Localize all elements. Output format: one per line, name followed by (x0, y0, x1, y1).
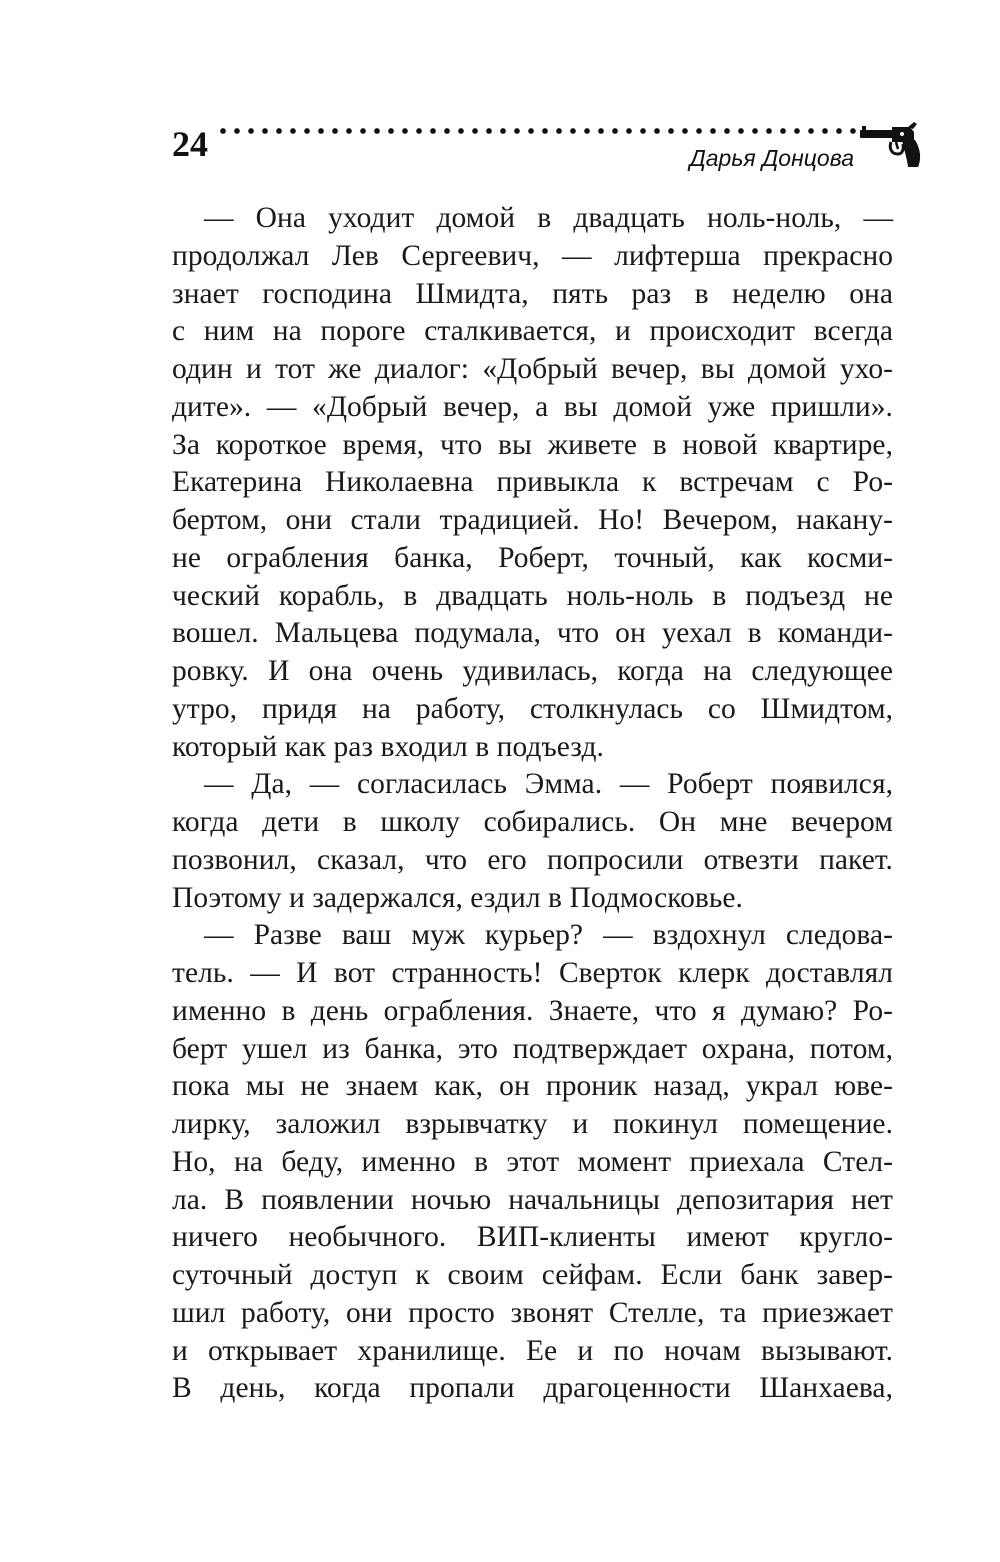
text-line: ровку. И она очень удивилась, когда на следующее (172, 655, 893, 687)
text-line: пока мы не знаем как, он проник назад, украл юве- (172, 1070, 893, 1103)
text-line: берт ушел из банка, это подтверждает охрана, потом, (172, 1032, 893, 1065)
dot-leader (216, 126, 856, 136)
page-number: 24 (172, 124, 208, 164)
body-text (172, 200, 893, 1408)
text-line: когда дети в школу собирались. Он мне вечером (172, 806, 893, 838)
text-line: который как раз входил в подъезд. (172, 730, 604, 763)
text-line: — Разве ваш муж курьер? — вздохнул следова- (204, 919, 893, 952)
text-line: не ограбления банка, Роберт, точный, как косми- (172, 541, 893, 574)
text-line: бертом, они стали традицией. Но! Вечером, накану- (172, 504, 893, 536)
text-line: тель. — И вот странность! Сверток клерк доставлял (172, 957, 893, 989)
text-line: Поэтому и задержался, ездил в Подмосковье. (172, 881, 743, 914)
text-line: — Да, — согласилась Эмма. — Роберт появился, (204, 768, 893, 801)
running-header (172, 118, 924, 198)
text-line: продолжал Лев Сергеевич, — лифтерша прекрасно (172, 239, 893, 272)
text-line: дите». — «Добрый вечер, а вы домой уже пришли». (172, 390, 893, 423)
text-line: знает господина Шмидта, пять раз в неделю она (172, 277, 893, 310)
text-line: суточный доступ к своим сейфам. Если банк завер- (172, 1259, 893, 1291)
text-line: вошел. Мальцева подумала, что он уехал в команди- (172, 617, 893, 650)
text-line: именно в день ограбления. Знаете, что я думаю? Ро- (172, 994, 893, 1027)
text-line: шил работу, они просто звонят Стелле, та приезжает (172, 1296, 893, 1329)
text-line: Екатерина Николаевна привыкла к встречам с Ро- (172, 466, 893, 499)
text-line: В день, когда пропали драгоценности Шанхаева, (172, 1372, 893, 1405)
text-line: позвонил, сказал, что его попросили отвезти пакет. (172, 843, 893, 876)
text-line: с ним на пороге сталкивается, и происходит всегда (172, 315, 893, 348)
text-line: ла. В появлении ночью начальницы депозитария нет (172, 1183, 893, 1216)
text-line: лирку, заложил взрывчатку и покинул помещение. (172, 1108, 893, 1140)
text-line: один и тот же диалог: «Добрый вечер, вы домой ухо- (172, 353, 893, 385)
revolver-icon (858, 118, 924, 170)
author-name: Дарья Донцова (689, 145, 854, 171)
text-line: — Она уходит домой в двадцать ноль-ноль, — (204, 202, 893, 234)
text-line: ничего необычного. ВИП-клиенты имеют кругло- (172, 1221, 893, 1254)
text-line: Но, на беду, именно в этот момент приехала Стел- (172, 1145, 893, 1178)
text-line: ческий корабль, в двадцать ноль-ноль в подъезд не (172, 579, 893, 612)
text-line: и открывает хранилище. Ее и по ночам вызывают. (172, 1334, 893, 1367)
text-line: утро, придя на работу, столкнулась со Шмидтом, (172, 692, 893, 725)
text-line: За короткое время, что вы живете в новой квартире, (172, 428, 893, 461)
